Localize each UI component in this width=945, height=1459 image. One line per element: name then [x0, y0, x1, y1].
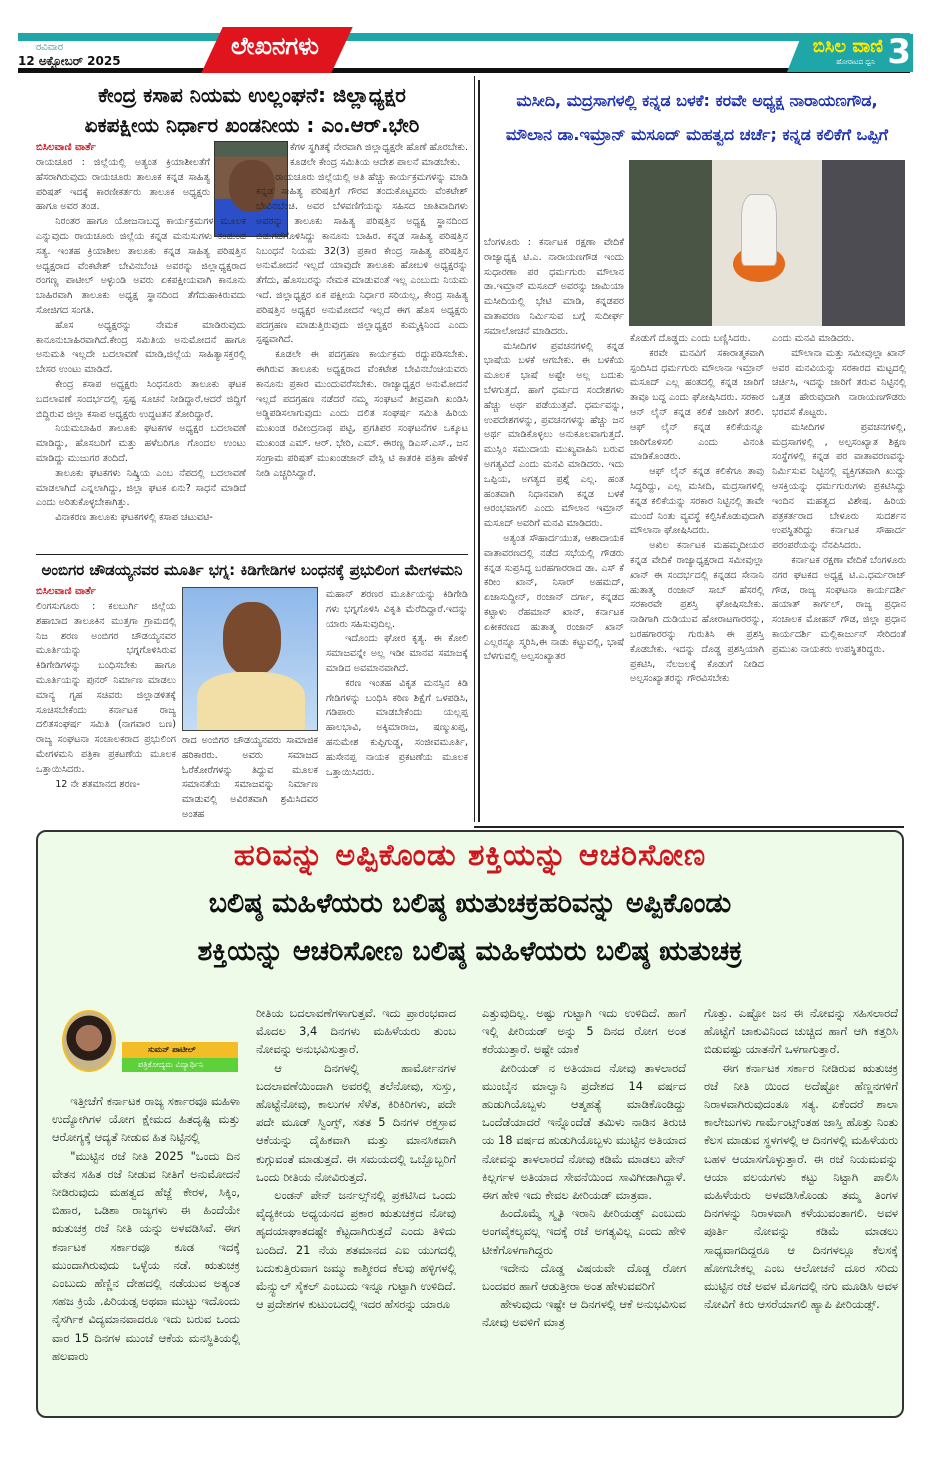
author-card: [62, 1010, 238, 1070]
article1-para: ಕೆಗಳ ಸ್ಥಗಿತಕ್ಕೆ ನೇರವಾಗಿ ಜಿಲ್ಲಾಧ್ಯಕ್ಷರೇ ಹೊಣೆ ಹೊರಬೇಕು. ಕೂಡಲೇ ಕೇಂದ್ರ ಸಮಿತಿಯ ಆದೇಶ ಪಾಲನೆ ಮಾಡಬೇಕು.: [290, 142, 468, 168]
feature-para: ಹಿಂದೊಮ್ಮೆ ಸ್ಮೃತಿ ಇರಾನಿ ಪೀರಿಯಡ್ಸ್ ಎಂಬುದು ಅಂಗವೈಕಲ್ಯವಲ್ಲ ಇದಕ್ಕೆ ರಜೆ ಅಗತ್ಯವಿಲ್ಲ ಎಂದು ಹೇಳಿ ಟೀಕೆಗೊಳಗಾಗಿದ್ದರು: [482, 1206, 686, 1257]
article1-headline-line1: ಕೇಂದ್ರ ಕಸಾಪ ನಿಯಮ ಉಲ್ಲಂಘನೆ: ಜಿಲ್ಲಾಧ್ಯಕ್ಷರ: [98, 83, 406, 107]
article1-para: ಕೇಂದ್ರ ಕಸಾಪ ಅಧ್ಯಕ್ಷರು ಸಿಂಧನೂರು ತಾಲೂಕು ಘಟಕ ಬದಲಾವಣೆ ಸಂದರ್ಭದಲ್ಲಿ ಸ್ಪಷ್ಟ ಸೂಚನೆ ನೀಡಿದ್ದಾರೆ.ಆದರೆ ಜಿದ್ದಿಗೆ ಬಿದ್ದಿರುವ ಜಿಲ್ಲಾ ಕಸಾಪ ಅಧ್ಯಕ್ಷರು ಉದ್ಧಟತನ ತೋರಿದ್ದಾರೆ.: [36, 378, 246, 420]
article2-headline: ಅಂಬಿಗರ ಚೌಡಯ್ಯನವರ ಮೂರ್ತಿ ಭಗ್ನ: ಕಿಡಿಗೇಡಿಗಳ ಬಂಧನಕ್ಕೆ ಪ್ರಭುಲಿಂಗ ಮೇಗಳಮನಿ: [41, 561, 463, 579]
article3-col3: [772, 332, 906, 658]
article3-para: ಕೊಡುಗೆ ದೊಡ್ಡದು ಎಂದು ಬಣ್ಣಿಸಿದರು.: [630, 333, 751, 344]
article3-para: ಕರ್ನಾಟಕ ರಕ್ಷಣಾ ವೇದಿಕೆ ಬೆಂಗಳೂರು ನಗರ ಘಟಕದ ಅಧ್ಯಕ್ಷ ಟಿ.ಎ.ಧರ್ಮರಾಜ್ ಗೌಡ, ರಾಜ್ಯ ಸಂಘಟನಾ ಕಾರ್ಯದರ್ಶಿ ಹಯಾತ್ ಕಾರ್ಗಲ್, ರಾಜ್ಯ ಪ್ರಧಾನ ಸಂಚಾಲಕ ಮೋಹನ್ ಗೌಡ, ಜಿಲ್ಲಾ ಪ್ರಧಾನ ಕಾರ್ಯದರ್ಶಿ ಮಲ್ಲಿಕಾರ್ಜುನ್ ಸೇರಿದಂತೆ ಪ್ರಮುಖ ನಾಯಕರು ಉಪಸ್ಥಿತರಿದ್ದರು.: [772, 554, 906, 655]
feature-headline-line2: ಬಲಿಷ್ಠ ಮಹಿಳೆಯರು ಬಲಿಷ್ಠ ಋತುಚಕ್ರಹರಿವನ್ನು ಅಪ್ಪಿಕೊಂಡು: [208, 888, 732, 919]
article2-para: ಲಿಂಗಸುಗೂರು : ಕಲಬುರ್ಗಿ ಜಿಲ್ಲೆಯ ಶಹಾಬಾದ ತಾಲೂಕಿನ ಮುತ್ತಗಾ ಗ್ರಾಮದಲ್ಲಿ ನಿಜ ಶರಣ ಅಂಬಿಗರ ಚೌಡಯ್ಯನವರ ಮೂರ್ತಿಯನ್ನು ಭಗ್ನಗೊಳಿಸಿರುವ ಕಿಡಿಗೇಡಿಗಳನ್ನು ಬಂಧಿಸಬೇಕು ಹಾಗೂ ಮೂರ್ತಿಯನ್ನು ಪುನರ್ ನಿರ್ಮಾಣ ಮಾಡಲು ಮಾನ್ಯ ಗೃಹ ಸಚಿವರು ಜಿಲ್ಲಾಡಳಿತಕ್ಕೆ ಸೂಚಿಸಬೇಕೆಂದು ಕರ್ನಾಟಕ ರಾಜ್ಯ ದಲಿತಸಂಘರ್ಷ ಸಮಿತಿ (ನಾಗವಾರ ಬಣ) ರಾಜ್ಯ ಸಂಘಟನಾ ಸಂಚಾಲಕರಾದ ಪ್ರಭುಲಿಂಗ ಮೇಗಳಮನಿ ಪತ್ರಿಕಾ ಪ್ರಕಟಣೆಯ ಮೂಲಕ ಒತ್ತಾಯಿಸಿದರು.: [36, 601, 176, 775]
feature-para: ಪೀರಿಯಡ್ ನ ಅತಿಯಾದ ನೋವು ತಾಳಲಾರದೆ ಮುಂಬೈನ ಮಾಲ್ವಾನಿ ಪ್ರದೇಶದ 14 ವರ್ಷದ ಹುಡುಗಿಯೊಬ್ಬಳು ಆತ್ಮಹತ್ಯೆ ಮಾಡಿಕೊಂಡಿದ್ದು ಒಂದೆಡೆಯಾದರೆ ಇನ್ನೊಂದೆಡೆ ತಮಿಳು ನಾಡಿನ ತಿರುಚಿ ಯ 18 ವರ್ಷದ ಹುಡುಗಿಯೊಬ್ಬಳು ಮುಟ್ಟಿನ ಅತಿಯಾದ ನೋವನ್ನು ತಾಳಲಾರದೆ ನೋವು ಕಡಿಮೆ ಮಾಡಲು ಪೇನ್ ಕಿಲ್ಲರ್ಗಳ ಅತಿಯಾದ ಸೇವನೆಯಿಂದ ಸಾವಿಗೀಡಾಗಿದ್ದಾಳೆ. ಈಗ ಹೇಳಿ ಇದು ಕೇವಲ ಪೀರಿಯಡ್ ಮಾತ್ರವಾ.: [482, 1060, 686, 1203]
feature-col3: [482, 1004, 686, 1332]
feature-para: ಇತ್ತೀಚೆಗೆ ಕರ್ನಾಟಕ ರಾಜ್ಯ ಸರ್ಕಾರವೂ ಮಹಿಳಾ ಉದ್ಯೋಗಿಗಳ ಯೋಗ ಕ್ಷೇಮದ ಹಿತದೃಷ್ಟಿ ಮತ್ತು ಆರೋಗ್ಯಕ್ಕೆ ಆದ್ಯತೆ ನೀಡುವ ಹಿತ ನಿಟ್ಟಿನಲ್ಲಿ: [52, 1094, 240, 1145]
article1-col1: [36, 156, 246, 526]
feature-para: "ಮುಟ್ಟಿನ ರಜೆ ನೀತಿ 2025 "ಒಂದು ದಿನ ವೇತನ ಸಹಿತ ರಜೆ ನೀಡುವ ನೀತಿಗೆ ಅನುಮೋದನೆ ನೀಡಿರುವುದು ಮಹತ್ವದ ಹೆಜ್ಜೆ ಕೇರಳ, ಸಿಕ್ಕಿಂ, ಬಿಹಾರ, ಒಡಿಶಾ ರಾಜ್ಯಗಳು ಈ ಹಿಂದೆಯೇ ಋತುಚಕ್ರ ರಜೆ ನೀತಿ ಯನ್ನು ಅಳವಡಿಸಿವೆ. ಈಗ ಕರ್ನಾಟಕ ಸರ್ಕಾರವೂ ಕೂಡ ಇದಕ್ಕೆ ಮುಂದಾಗಿರುವುದು ಒಳ್ಳೆಯ ನಡೆ. ಋತುಚಕ್ರ ಎಂಬುದು ಹೆಣ್ಣಿನ ದೇಹದಲ್ಲಿ ನಡೆಯುವ ಅತ್ಯಂತ ಸಹಜ ಕ್ರಿಯೆ .ಪಿರಿಯಡ್ಸ ಅಥವಾ ಮುಟ್ಟು ಇದೊಂದು ನೈಸರ್ಗಿಕ ವಿದ್ಯಮಾನವಾದರೂ ಇದು ಬರುವ ಒಂದು ವಾರ 15 ದಿನಗಳ ಮುಂಚೆ ಆಕೆಯ ಮನಸ್ಥಿತಿಯಲ್ಲಿ ಹಲವಾರು: [52, 1148, 240, 1363]
author-avatar: [62, 1010, 116, 1072]
article1-para: ಹೊಸ ಅಧ್ಯಕ್ಷರನ್ನು ನೇಮಕ ಮಾಡಿರುವುದು ಕಾನೂನುಬಾಹಿರವಾಗಿದೆ.ಕೇಂದ್ರ ಸಮಿತಿಯ ಅನುಮೋದನೆ ಹಾಗೂ ಅನುಮತಿ ಇಲ್ಲದೇ ಬದಲಾವಣೆ ಮಾಡಿ,ಜಿಲ್ಲೆಯ ಸಾಹಿತ್ಯಾಸಕ್ತರಲ್ಲಿ ಬೇಸರ ಉಂಟು ಮಾಡಿದೆ.: [36, 319, 246, 376]
feature-para: ಈಗ ಕರ್ನಾಟಕ ಸರ್ಕಾರ ನೀಡಿರುವ ಋತುಚಕ್ರ ರಜೆ ನೀತಿ ಯಿಂದ ಅದೆಷ್ಟೋ ಹೆಣ್ಣನಗಳಿಗೆ ನಿರಾಳವಾಗಿರುವುದಂತೂ ಸತ್ಯ. ಏಕೆಂದರೆ ಶಾಲಾ ಕಾಲೇಜುಗಳು ಗಾರ್ಮೆಂಟ್ಸ್‌ಂತಹ ಜಾಸ್ತಿ ಹೊತ್ತು ನಿಂತು ಕೆಲಸ ಮಾಡುವ ಸ್ಥಳಗಳಲ್ಲಿ ಆ ದಿನಗಳಲ್ಲಿ ಮಹಿಳೆಯರು ಬಹಳ ಆಯಾಸಗೊಳ್ಳುತ್ತಾರೆ. ಈ ರಜೆ ನಿಯಮವನ್ನು ಆಯಾ ವಲಯಗಳು ಕಟ್ಟು ನಿಟ್ಟಾಗಿ ಪಾಲಿಸಿ ಮಹಿಳೆಯರು ಅಳವಡಿಸಿಕೊಂಡು ತಮ್ಮ ತಿಂಗಳ ದಿನಗಳನ್ನು ನಿರಾಳವಾಗಿ ಕಳೆಯುವಂತಾಗಲಿ. ಅವಳ ಪೂರ್ತಿ ನೋವನ್ನು ಕಡಿಮೆ ಮಾಡಲು ಸಾಧ್ಯವಾಗದಿದ್ದರೂ ಆ ದಿನಗಳಲ್ಲೂ ಕೆಲಸಕ್ಕೆ ಹೋಗಬೇಕಲ್ಲ ಎಂಬ ಆಲೋಚನೆ ದೂರ ಸರಿದು ಮುಟ್ಟಿನ ರಜೆ ಅವಳ ಮೊಗದಲ್ಲಿ ನಗು ಮೂಡಿಸಿ ಅವಳ ನೋವಿಗೆ ಕಿರು ಆಸರೆಯಾಗಲಿ ಹ್ಯಾಪಿ ಪೀರಿಯಡ್ಸ್.: [704, 1060, 898, 1312]
article3-headline-line1: ಮಸೀದಿ, ಮದ್ರಸಾಗಳಲ್ಲಿ ಕನ್ನಡ ಬಳಕೆ: ಕರವೇ ಅಧ್ಯಕ್ಷ ನಾರಾಯಣಗೌಡ,: [516, 91, 878, 110]
feature-para: ಎತ್ತುವುದಿಲ್ಲ. ಅಷ್ಟು ಗುಟ್ಟಾಗಿ ಇದು ಉಳಿದಿದೆ. ಹಾಗೆ ಇಲ್ಲಿ ಪೀರಿಯಡ್ ಅನ್ನು 5 ದಿನದ ರೋಗ ಅಂತ ಕರೆಯುತ್ತಾರೆ. ಅಷ್ಟೇ ಯಾಕೆ: [482, 1006, 686, 1057]
dateline: [18, 42, 218, 69]
article2-col3: [326, 588, 468, 780]
article3-para: ಮೌಲಾನಾ ಮತ್ತು ಸಮೀವುಲ್ಲಾ ಖಾನ್ ಅವರ ಮನವಿಯನ್ನು ಸರಕಾರದ ಮಟ್ಟದಲ್ಲಿ ಚರ್ಚಿಸಿ, ಇದನ್ನು ಜಾರಿಗೆ ತರುವ ನಿಟ್ಟಿನಲ್ಲಿ ಒತ್ತಡ ಹೇರುವುದಾಗಿ ನಾರಾಯಣಗೌಡರು ಭರವಸೆ ಕೊಟ್ಟರು.: [772, 347, 906, 418]
article1-byline: ಬಿಸಿಲವಾಣಿ ವಾರ್ತೆ: [36, 142, 96, 153]
day-label: ರವಿವಾರ: [36, 42, 63, 53]
date-label: 12 ಅಕ್ಟೋಬರ್ 2025: [18, 54, 121, 68]
brand-tagline: ಹೋರಾಟದ ಧ್ವನಿ: [836, 58, 875, 66]
article3-para: ಬೆಂಗಳೂರು : ಕರ್ನಾಟಕ ರಕ್ಷಣಾ ವೇದಿಕೆ ರಾಜ್ಯಾಧ್ಯಕ್ಷ ಟಿ.ಎ. ನಾರಾಯಣಗೌಡ ಇಂದು ಸುಧಾರಣಾ ಪರ ಧರ್ಮಗುರು ಮೌಲಾನ ಡಾ.ಇಮ್ರಾನ್ ಮಸೂದ್ ಅವರನ್ನು ಜಾಮಿಯಾ ಮಸೀದಿಯಲ್ಲಿ ಭೇಟಿ ಮಾಡಿ, ಕನ್ನಡಪರ ವಾತಾವರಣ ನಿರ್ಮಿಸುವ ಬಗ್ಗೆ ಸುದೀರ್ಘ ಸಮಾಲೋಚನೆ ಮಾಡಿದರು.: [484, 237, 624, 337]
article-divider: [36, 554, 468, 555]
article2-para: ಕರಣ ಇಂತಹ ವಿಕೃತ ಮನಸ್ಸಿನ ಕಿಡಿ ಗೇಡಿಗಳನ್ನು ಬಂಧಿಸಿ ಕಠಿಣ ಶಿಕ್ಷೆಗೆ ಒಳಪಡಿಸಿ, ಗಡಿಪಾರು ಮಾಡಬೇಕೆಂದು ಯಲ್ಲಪ್ಪ ಹಾಲಭಾವಿ, ಅಕ್ಕಿಮಾರಾಜ, ಷಣ್ಮುಖಪ್ಪ, ಹನುಮೇಶ ಕುಪ್ಪಿಗುಡ್ಡ, ಸಂಜೀವಮೂರ್ತಿ, ಹುಸೇನಪ್ಪ ನಾಯಕ ಪ್ರಕಟಣೆಯ ಮೂಲಕ ಒತ್ತಾಯಿಸಿದರು.: [326, 677, 468, 778]
feature-headline-line3: ಶಕ್ತಿಯನ್ನು ಆಚರಿಸೋಣ ಬಲಿಷ್ಠ ಮಹಿಳೆಯರು ಬಲಿಷ್ಠ ಋತುಚಕ್ರ: [197, 936, 743, 967]
article1-para: ರಾಯಚೂರ : ಜಿಲ್ಲೆಯಲ್ಲಿ ಅತ್ಯಂತ ಕ್ರಿಯಾಶೀಲತೆಗೆ ಹೆಸರಾಗಿರುವುದು ರಾಯಚೂರು ತಾಲೂಕ ಕನ್ನಡ ಸಾಹಿತ್ಯ ಪರಿಷತ್ ಇದಕ್ಕೆ ಕಾರಣೀಕರ್ತರು ತಾಲೂಕ ಅಧ್ಯಕ್ಷರು ಹಾಗೂ ಅವರ ತಂಡ.: [36, 157, 210, 213]
center-divider: [474, 76, 475, 822]
article1-headline-line2: ಏಕಪಕ್ಷೀಯ ನಿರ್ಧಾರ ಖಂಡನೀಯ : ಎಂ.ಆರ್.ಭೇರಿ: [84, 113, 420, 137]
article2-photo: [182, 587, 318, 731]
author-role: ಪತ್ರಿಕೋದ್ಯಮ ವಿದ್ಯಾರ್ಥಿನಿ: [122, 1058, 238, 1072]
article3-para: ಅಖಿಲ ಕರ್ನಾಟಕ ಮಹಮ್ಮದೀಯರ ಕನ್ನಡ ವೇದಿಕೆ ರಾಜ್ಯಾಧ್ಯಕ್ಷರಾದ ಸಮೀವುಲ್ಲಾ ಖಾನ್ ಈ ಸಂದರ್ಭದಲ್ಲಿ ಕನ್ನಡದ ಸೇನಾನಿ ಹುತಾತ್ಮ ರಂಜಾನ್ ಸಾಬ್ ಹೆಸರಲ್ಲಿ ಸರಕಾರವೇ ಪ್ರಶಸ್ತಿ ಘೋಷಿಸಬೇಕು. ನಾಡಿಗಾಗಿ ದುಡಿಯುವ ಹೋರಾಟಗಾರರನ್ನು, ಬರಹಗಾರರನ್ನು ಗುರುತಿಸಿ ಈ ಪ್ರಶಸ್ತಿ ಕೊಡಬೇಕು. ಇದನ್ನು ದೊಡ್ಡ ಪ್ರಶಸ್ತಿಯಾಗಿ ಪ್ರಕಟಿಸಿ, ನೆಲಜಲಕ್ಕೆ ಕೊಡುಗೆ ನೀಡಿದ ಅಲ್ಪಸಂಖ್ಯಾತರನ್ನು ಗೌರವಿಸಬೇಕು: [630, 540, 764, 685]
article3-col2: [630, 332, 764, 687]
feature-para: ಗೊತ್ತು. ಎಷ್ಟೋ ಜನ ಈ ನೋವನ್ನು ಸಹಿಸಲಾರದೆ ಹೊಟ್ಟೆಗೆ ಚಾಕುವಿನಿಂದ ಚುಚ್ಚಿದ ಹಾಗೆ ಆಗಿ ಕತ್ತರಿಸಿ ಬಿಡುವಷ್ಟು ಯಾತನೆಗೆ ಒಳಗಾಗುತ್ತಾರೆ.: [704, 1006, 898, 1057]
masthead-teal-bar: [18, 33, 910, 41]
feature-para: ಇದೇನು ದೊಡ್ಡ ವಿಷಯವೇ ದೊಡ್ಡ ರೋಗ ಬಂದವರ ಹಾಗೆ ಆಡುತ್ತೀರಾ ಅಂತ ಹೇಳುವವರಿಗೆ: [482, 1260, 686, 1294]
feature-para: ಲಂಡನ್ ಪೇನ್ ಜರ್ನಲ್ಸ್‌ನಲ್ಲಿ ಪ್ರಕಟಿಸಿದ ಒಂದು ವೈದ್ಯಕೀಯ ಅಧ್ಯಯನದ ಪ್ರಕಾರ ಋತುಚಕ್ರದ ನೋವು ಹೃದಯಾಘಾತದಷ್ಟೇ ಕೆಟ್ಟದಾಗಿರುತ್ತದೆ ಎಂದು ತಿಳಿದು ಬಂದಿದೆ. 21 ನೆಯ ಶತಮಾನದ ಎಐ ಯುಗದಲ್ಲಿ ಬದುಕುತ್ತಿರುವಾಗ ಜಮ್ಮು ಕಾಶ್ಮೀರದ ಕೆಲವು ಹಳ್ಳಿಗಳಲ್ಲಿ ಮೆನ್ಸ್ಟುಲ್ ಸೈಕಲ್ ಎಂಬುದು ಇನ್ನೂ ಗುಟ್ಟಾಗಿ ಉಳಿದಿದೆ. ಆ ಪ್ರದೇಶಗಳ ಕುಟುಂಬದಲ್ಲಿ ಇದರ ಹೆಸರನ್ನು ಯಾರೂ: [256, 1188, 456, 1312]
brand-name: ಬಿಸಿಲ ವಾಣಿ: [812, 36, 883, 57]
article3-para: ಕರವೇ ಮನವಿಗೆ ಸಕಾರಾತ್ಮಕವಾಗಿ ಸ್ಪಂದಿಸಿದ ಧರ್ಮಗುರು ಮೌಲಾನಾ ಇಮ್ರಾನ್ ಮಸೂದ್ ಎಲ್ಲ ಹಂತದಲ್ಲಿ ಕನ್ನಡ ಜಾರಿಗೆ ತಾವೂ ಬದ್ಧ ಎಂದು ಘೋಷಿಸಿದರು. ಸರಕಾರ ಆನ್ ಲೈನ್ ಕನ್ನಡ ಕಲಿಕೆ ಜಾರಿಗೆ ತರಲಿ. ಆಫ್ ಲೈನ್ ಕನ್ನಡ ಕಲಿಕೆಯನ್ನೂ ಜಾರಿಗೊಳಿಸಲಿ ಎಂದು ವಿನಂತಿ ಮಾಡಿಕೊಂಡರು.: [630, 347, 764, 463]
article1-col2: [256, 141, 468, 481]
article3-divider: [478, 80, 480, 822]
article3-group-photo: [629, 160, 905, 326]
article2-col1: [36, 600, 176, 792]
feature-headline-red: ಹರಿವನ್ನು ಅಪ್ಪಿಕೊಂಡು ಶಕ್ತಿಯನ್ನು ಆಚರಿಸೋಣ: [233, 838, 707, 873]
article-divider-right: [474, 826, 904, 828]
article1-para: ವಿನಾಕರಣ ತಾಲೂಕು ಘಟಕಗಳಲ್ಲಿ ಕಸಾಪ ಚಟುವಟಿ-: [55, 512, 213, 524]
article2-byline: ಬಿಸಿಲವಾಣಿ ವಾರ್ತೆ: [36, 586, 96, 597]
portrait-shirt-icon: [197, 672, 305, 731]
article3-col1: [484, 236, 624, 665]
article3-para: ಮಸೀದಿಗಳ ಪ್ರವಚನಗಳಲ್ಲಿ, ಮದ್ರಸಾಗಳಲ್ಲಿ , ಅಲ್ಪಸಂಖ್ಯಾತ ಶಿಕ್ಷಣ ಸಂಸ್ಥೆಗಳಲ್ಲಿ ಕನ್ನಡ ಪರ ವಾತಾವರಣವನ್ನು ನಿರ್ಮಿಸುವ ನಿಟ್ಟಿನಲ್ಲಿ ವ್ಯಕ್ತಿಗತವಾಗಿ ಖುದ್ದು ಆಸಕ್ತಿಯನ್ನು ಧರ್ಮಗುರುಗಳು ಪ್ರಕಟಿಸಿದ್ದು ಇಂದಿನ ಮಹತ್ವದ ವಿಶೇಷ. ಹಿರಿಯ ಪತ್ರಕರ್ತರಾದ ಬೇಳೂರು ಸುದರ್ಶನ ಉಪಸ್ಥಿತರಿದ್ದು ಕರ್ನಾಟಕ ಸೌಹಾರ್ದ ಪರಂಪರೆಯನ್ನು ನೆನಪಿಸಿದರು.: [772, 421, 906, 552]
feature-col2: [256, 1004, 456, 1313]
feature-para: ಹೇಳುವುದು ಇಷ್ಟೇ ಆ ದಿನಗಳಲ್ಲಿ ಆಕೆ ಅನುಭವಿಸುವ ನೋವು ಅವಳಿಗೆ ಮಾತ್ರ: [482, 1297, 686, 1330]
section-title: ಲೇಖನಗಳು: [231, 32, 319, 60]
page-number: 3: [887, 32, 911, 72]
feature-col1: [52, 1092, 240, 1365]
feature-para: ರೀತಿಯ ಬದಲಾವಣೆಗಳಾಗುತ್ತವೆ. ಇದು ಪ್ರಾರಂಭವಾದ ಮೊದಲ 3,4 ದಿನಗಳು ಮಹಿಳೆಯರು ತುಂಬ ನೋವನ್ನು ಅನುಭವಿಸುತ್ತಾರೆ.: [256, 1006, 456, 1057]
portrait-head-icon: [223, 602, 281, 676]
article2-para: ಇದೊಂದು ಘೋರ ಕೃತ್ಯ. ಈ ಕೋಲಿ ಸಮಾಜವನ್ನೇ ಅಲ್ಲ ಇಡೀ ಮಾನವ ಸಮಾಜಕ್ಕೆ ಮಾಡಿದ ಅವಮಾನವಾಗಿದೆ.: [326, 633, 468, 674]
article1-para: ಕೂಡಲೇ ಈ ಪದಗ್ರಹಣ ಕಾರ್ಯಕ್ರಮ ರದ್ದುಪಡಿಸಬೇಕು. ಈಗಿರುವ ತಾಲೂಕು ಅಧ್ಯಕ್ಷರಾದ ವೆಂಕಟೇಶ ಬೇವಿನಬೆಂಚಿಯವರು ಕಾನೂನು ಪ್ರಕಾರ ಮುಂದುವರೆಸಬೇಕು. ರಾಜ್ಯಾಧ್ಯಕ್ಷರ ಅನುಮೋದನೆ ಇಲ್ಲದೆ ಪದಗ್ರಹಣ ನಡೆದರೆ ನಮ್ಮ ಸಂಘಟನೆ ತೀವ್ರವಾಗಿ ಖಂಡಿಸಿ ಅಡ್ಡಿಪಡಿಸಲಾಗುವುದು ಎಂದು ದಲಿತ ಸಂಘರ್ಷ ಸಮಿತಿ ಹಿರಿಯ ಮುಖಂಡ ರವೀಂದ್ರನಾಥ ಪಟ್ಟಿ, ಪ್ರಗತಿಪರ ಸಂಘಟನೆಗಳ ಒಕ್ಕೂಟ ಮುಖಂಡ ಎಮ್. ಆರ್. ಭೇರಿ, ಎಮ್. ಈರಣ್ಣ ಡಿಎಸ್.ಎಸ್., ಜನ ಸಂಗ್ರಾಮ ಪರಿಷತ್ ಮುಖಂಡಜಾನ್ ವೇಸ್ಲಿ ಟಿ ಕಾತರಕಿ ಪತ್ರಿಕಾ ಹೇಳಿಕೆ ನೀಡಿ ಎಚ್ಚರಿಸಿದ್ದಾರೆ.: [256, 349, 468, 479]
feature-para: ಆ ದಿನಗಳಲ್ಲಿ ಹಾರ್ಮೋನಗಳ ಬದಲಾವಣೆಯಿಂದಾಗಿ ಅವರಲ್ಲಿ ತಲೆನೋವು, ಸುಸ್ತು, ಹೊಟ್ಟೆನೋವು, ಕಾಲುಗಳ ಸೆಳೆತ, ಕಿರಿಕಿರಿಗಳು, ಪದೇ ಪದೇ ಮೂಡ್ ಸ್ವಿಂಗ್ಸ್, ಸತತ 5 ದಿನಗಳ ರಕ್ತಸ್ರಾವ ಆಕೆಯನ್ನು ದೈಹಿಕವಾಗಿ ಮತ್ತು ಮಾನಸಿಕವಾಗಿ ಕುಗ್ಗುವಂತೆ ಮಾಡುತ್ತದೆ. ಈ ಸಮಯದಲ್ಲಿ ಒಬ್ಬೊಬ್ಬರಿಗೆ ಒಂದು ರೀತಿಯ ನೋವಿರುತ್ತದೆ.: [256, 1060, 456, 1184]
article1-para: ತಾಲೂಕು ಘಟಕಗಳು ನಿಷ್ಕ್ರಿಯ ಎಂಬ ನೆಪದಲ್ಲಿ ಬದಲಾವಣೆ ಮಾಡಲಾಗಿದೆ ಎನ್ನಲಾಗಿದ್ದು, ಜಿಲ್ಲಾ ಘಟಕ ಏನು? ಸಾಧನೆ ಮಾಡಿದೆ ಎಂದು ಅರಿತುಕೊಳ್ಳಬೇಕಾಗಿತ್ತು.: [36, 467, 246, 509]
article3-para: ಆಫ್ ಲೈನ್ ಕನ್ನಡ ಕಲಿಕೆಗೂ ತಾವು ಸಿದ್ಧರಿದ್ದು, ಎಲ್ಲ ಮಸೀದಿ, ಮದ್ರಸಾಗಳಲ್ಲಿ ಕನ್ನಡ ಕಲಿಕೆಯನ್ನು ಸರಕಾರ ನಿಟ್ಟಿನಲ್ಲಿ ತಾವೇ ಮುಂದೆ ನಿಂತು ವ್ಯವಸ್ಥೆ ಕಲ್ಪಿಸಿಕೊಡುವುದಾಗಿ ಮೌಲಾನಾ ಘೋಷಿಸಿದರು.: [630, 466, 764, 537]
article1-para: ನಿಯಮಬಾಹಿರ ತಾಲೂಕು ಘಟಕಗಳ ಅಧ್ಯಕ್ಷರ ಬದಲಾವಣೆ ಮಾಡಿದ್ದು, ಹೊಸಬರಿಗೆ ಮತ್ತು ಹಳೆಬರಿಗೂ ಗೊಂದಲ ಉಂಟು ಮಾಡಿದ್ದು ಮುಜುಗರ ತಂದಿದೆ.: [36, 423, 246, 464]
article3-para: ಅತ್ಯಂತ ಸೌಹಾರ್ದಯುತ, ಆಶಾದಾಯಕ ವಾತಾವರಣದಲ್ಲಿ ನಡೆದ ಸಭೆಯಲ್ಲಿ ಗೌಡರು ಕನ್ನಡ ಸುಪ್ರಸಿದ್ಧ ಬರಹಗಾರರಾದ ಡಾ. ಎಸ್ ಕೆ ಕರೀಂ ಖಾನ್, ನಿಸಾರ್ ಅಹಮದ್, ಏಜಾಸುದ್ದೀನ್, ರಂಜಾನ್ ದರ್ಗಾ, ಕನ್ನಡದ ಕಟ್ಟಾಳು ರೆಹಮಾನ್ ಖಾನ್, ಕರ್ನಾಟಕ ಏಕೀಕರಣದ ಹುತಾತ್ಮ ರಂಜಾನ್ ಖಾನ್ ಎಲ್ಲರನ್ನೂ ಸ್ಮರಿಸಿ,ಈ ನಾಡು ಕಟ್ಟುವಲ್ಲಿ, ಭಾಷೆ ಬೆಳಗುವಲ್ಲಿ ಅಲ್ಪಸಂಖ್ಯಾತರ: [484, 532, 624, 663]
cleric-figure-icon: [741, 194, 777, 266]
article2-para: 12 ನೇ ಶತಮಾನದ ಶರಣ-: [55, 778, 141, 790]
article2-caption-text: ರಾದ ಅಂಬಿಗರ ಚೌಡಯ್ಯನವರು ಸಾಮಾಜಿಕ ಹರಿಕಾರರು. ಅವರು ಸಮಾಜದ ಓರೆಕೋರೆಗಳನ್ನು ತಿದ್ದುವ ಮೂಲಕ ಸಮಾನತೆಯ ಸಮಾಜವನ್ನು ನಿರ್ಮಾಣ ಮಾಡುವಲ್ಲಿ ಅವಿರತವಾಗಿ ಶ್ರಮಿಸಿದವರ ಅಂತಹ: [182, 735, 318, 820]
article1-para: ನಿರಂತರ ಹಾಗೂ ಯೋಜನಾಬದ್ಧ ಕಾರ್ಯಕ್ರಮಗಳ ಮೂಲಕ ಎನ್ನುವುದು ರಾಯಚೂರು ಜಿಲ್ಲೆಯ ಕನ್ನಡ ಮನುಸುಗಳು ಕಂಡುಂಡ ಸತ್ಯ. ಇಂತಹ ಕ್ರಿಯಾಶೀಲ ತಾಲೂಕು ಕನ್ನಡ ಸಾಹಿತ್ಯ ಪರಿಷತ್ತಿನ ಅಧ್ಯಕ್ಷರಾದ ವೆಂಕಟೇಶ್ ಬೇವಿನಬೆಂಚಿ ಅವರನ್ನು ಜಿಲ್ಲಾಧ್ಯಕ್ಷರಾದ ರಂಗಣ್ಣ ಪಾಟೀಲ್ ಅಳ್ಳುಂಡಿ ಅವರು ಏಕಪಕ್ಷೀಯವಾಗಿ ಕಾನೂನು ಬಾಹಿರವಾಗಿ ತಾಲೂಕು ಅಧ್ಯಕ್ಷ ಸ್ಥಾನದಿಂದ ತೆಗೆದುಹಾಕಿರುವದು ಸೋಜಿಗದ ಸಂಗತಿ.: [36, 216, 246, 316]
article3-headline-line2: ಮೌಲಾನ ಡಾ.ಇಮ್ರಾನ್ ಮಸೂದ್ ಮಹತ್ವದ ಚರ್ಚೆ; ಕನ್ನಡ ಕಲಿಕೆಗೆ ಒಪ್ಪಿಗೆ: [505, 125, 889, 144]
author-name: ಸುಮನ್ ಪಾಟೀಲ್: [122, 1042, 238, 1058]
article1-para: ರಾಯಚೂರು ಜಿಲ್ಲೆಯಲ್ಲಿ ಅತಿ ಹೆಚ್ಚು ಕಾರ್ಯಕ್ರಮಗಳನ್ನು ಮಾಡಿ ಕನ್ನಡ ಸಾಹಿತ್ಯ ಪರಿಷತ್ತಿಗೆ ಗೌರವ ತಂದುಕೊಟ್ಟವರು ವೆಂಕಟೇಶ್ ಬೇವಿನಬೆಂಚಿ. ಅವರ ಬೆಳವಣಿಗೆಯನ್ನು ಸಹಿಸದ ಜಾತಿವಾದಿಗಳು ಅವರನ್ನು ತಾಲೂಕು ಸಾಹಿತ್ಯ ಪರಿಷತ್ತಿನ ಅಧ್ಯಕ್ಷ ಸ್ಥಾನದಿಂದ ಬಿಡುಗಡೆಗೊಳಿಸಿದ್ದು ಕಾನೂನು ಬಾಹಿರ. ಕನ್ನಡ ಸಾಹಿತ್ಯ ಪರಿಷತ್ತಿನ ನಿಬಂಧನೆ ನಿಯಮ 32(3) ಪ್ರಕಾರ ಕೇಂದ್ರ ಸಾಹಿತ್ಯ ಪರಿಷತ್ತಿನ ಅನುಮೋದನೆ ಇಲ್ಲದೆ ಯಾವುದೇ ತಾಲೂಕು ಹೋಬಳಿ ಅಧ್ಯಕ್ಷರನ್ನು ತೆಗೆದು, ಹೊಸಬರನ್ನು ನೇಮಕ ಮಾಡುವಂತೆ ಇಲ್ಲ ಎಂಬುದು ನಿಯಮ ಇದೆ. ಜಿಲ್ಲಾಧ್ಯಕ್ಷರ ಏಕ ಪಕ್ಷೀಯ ನಿರ್ಧಾರ ಸರಿಯಲ್ಲ, ಕೇಂದ್ರ ಸಾಹಿತ್ಯ ಪರಿಷತ್ತಿನ ಅಧ್ಯಕ್ಷರ ಅನುಮೋದನೆ ಇಲ್ಲದೆ ಈಗ ಹೊಸ ಅಧ್ಯಕ್ಷರು ಪದಗ್ರಹಣ ಮಾಡುತ್ತಿರುವುದು ಜಿಲ್ಲಾಧ್ಯಕ್ಷರ ಕುಮ್ಮಕ್ಕಿನಿಂದ ಎಂದು ಸ್ಪಷ್ಟವಾಗಿದೆ.: [256, 171, 468, 346]
article3-para: ಮಸೀದಿಗಳ ಪ್ರವಚನಗಳಲ್ಲಿ ಕನ್ನಡ ಭಾಷೆಯ ಬಳಕೆ ಆಗಬೇಕು. ಈ ಬಳಕೆಯ ಮೂಲಕ ಭಾಷೆ ಅಷ್ಟೇ ಅಲ್ಲ ಬದುಕು ಬೆಳಗುತ್ತದೆ. ಹಾಗೆ ಧರ್ಮದ ಸಂದೇಶಗಳು ಹೆಚ್ಚು ಅರ್ಥ ಪಡೆಯುತ್ತವೆ. ಧರ್ಮವನ್ನು, ಉಪದೇಶಗಳನ್ನು, ಪ್ರವಚನಗಳನ್ನು ಹೆಚ್ಚು ಜನ ಅರ್ಥ ಮಾಡಿಕೊಳ್ಳಲು ಅನುಕೂಲವಾಗುತ್ತದೆ. ಮುಸ್ಲಿಂ ಸಮುದಾಯ ಮುಖ್ಯವಾಹಿನಿ ಬರುವ ಅಗತ್ಯವಿದೆ ಎಂದು ಮನವಿ ಮಾಡಿದರು. ಇದು ಒಪ್ಪಿಯ, ಅಗತ್ಯದ ಪ್ರಶ್ನೆ ಎಲ್ಲ. ಹಂತ ಹಂತವಾಗಿ ನಿಧಾನವಾಗಿ ಕನ್ನಡ ಬಳಕೆ ಆರಂಭವಾಗಲಿ ಎಂದು ಮೌಲಾನ ಇಮ್ರಾನ್ ಮಸೂದ್ ಅವರಿಗೆ ಮನವಿ ಮಾಡಿದರು.: [484, 340, 624, 530]
feature-col4: [704, 1004, 898, 1313]
article2-para: ಮಹಾನ್ ಶರಣರ ಮೂರ್ತಿಯನ್ನು ಕಿಡಿಗೇಡಿ ಗಳು ಭಗ್ನಗೊಳಿಸಿ ವಿಕೃತಿ ಮೆರೆದಿದ್ದಾರೆ.ಇದನ್ನು ಯಾರು ಸಹಿಸುವುದಿಲ್ಲ.: [326, 589, 468, 630]
article3-para: ಎಂದು ಮನವಿ ಮಾಡಿದರು.: [772, 333, 855, 344]
